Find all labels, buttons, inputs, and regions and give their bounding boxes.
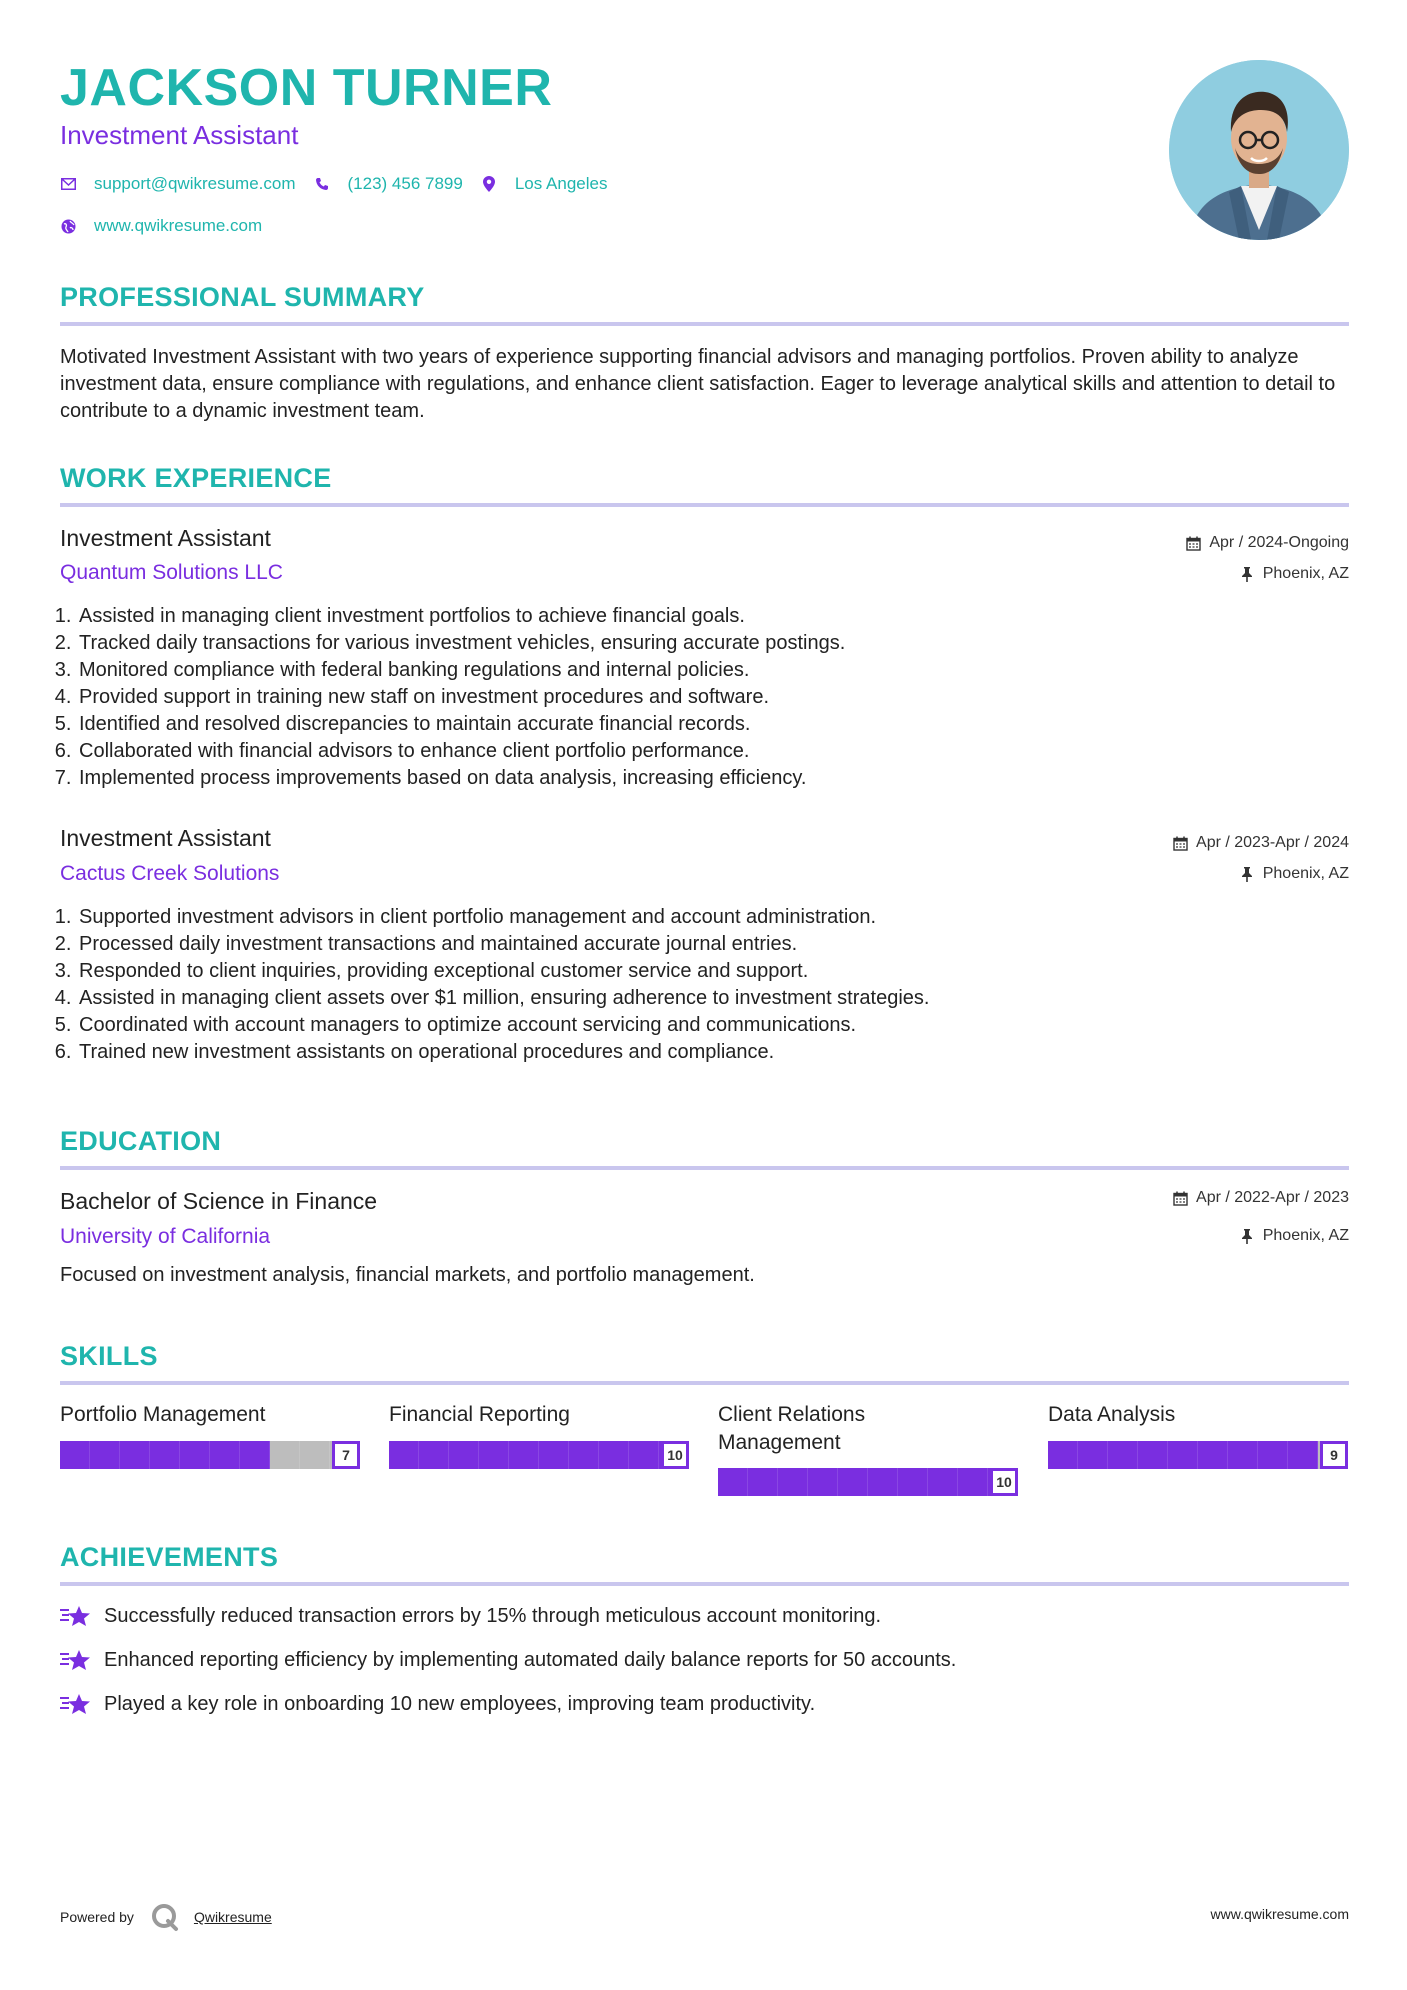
summary-heading: PROFESSIONAL SUMMARY [60,282,425,312]
skill-level-value: 9 [1320,1441,1348,1469]
job-company: Cactus Creek Solutions [60,862,280,885]
experience-heading: WORK EXPERIENCE [60,463,332,493]
job-location-text: Phoenix, AZ [1262,865,1349,882]
list-item: 5. Identified and resolved discrepancies to maintain accurate financial records. [77,711,1277,738]
website-link[interactable]: www.qwikresume.com [94,216,263,235]
job-dates-text: Apr / 2023-Apr / 2024 [1196,834,1349,851]
skill-bar-segment [629,1441,659,1469]
profile-photo [1169,60,1349,240]
skill-bar-segment [718,1468,748,1496]
candidate-role: Investment Assistant [60,120,299,150]
job-location [1239,865,1349,883]
skills-divider [60,1381,1349,1385]
star-icon [60,1692,92,1716]
skill-bar-segment [90,1441,120,1469]
skill-level-bar [389,1441,689,1469]
skill-bar-segment [479,1441,509,1469]
education-divider [60,1166,1349,1170]
skills-heading: SKILLS [60,1341,158,1371]
footer-powered-by [60,1902,272,1932]
job-bullets [55,603,1277,792]
pushpin-icon [1239,866,1255,882]
list-item: 2. Tracked daily transactions for various investment vehicles, ensuring accurate postings. [77,630,1277,657]
phone-number[interactable]: (123) 456 7899 [347,174,463,193]
education-dates-text: Apr / 2022-Apr / 2023 [1196,1189,1349,1206]
skill-bar-segment [419,1441,449,1469]
job-dates [1185,534,1349,552]
list-item: 6. Trained new investment assistants on operational procedures and compliance. [77,1039,1277,1066]
job-company: Quantum Solutions LLC [60,561,283,584]
skill-bar-segment [599,1441,629,1469]
skill-name: Financial Reporting [389,1403,570,1426]
achievements-heading: ACHIEVEMENTS [60,1542,279,1572]
list-item: 4. Assisted in managing client assets over $1 million, ensuring adherence to investment strategies. [77,985,1277,1012]
skill-bar-segment [1198,1441,1228,1469]
star-icon [60,1604,92,1628]
achievement-item [60,1604,881,1628]
calendar-icon [1172,1190,1188,1206]
achievement-item [60,1648,956,1672]
skill-name: Data Analysis [1048,1403,1176,1426]
skill-bar-segment [150,1441,180,1469]
skill-bar-segment [1138,1441,1168,1469]
skill-bar-segment [1258,1441,1288,1469]
skill-bar-segment [210,1441,240,1469]
skill-bar-segment [60,1441,90,1469]
skill-bar-segment [1108,1441,1138,1469]
job-location-text: Phoenix, AZ [1262,565,1349,582]
achievement-text: Enhanced reporting efficiency by implementing automated daily balance reports for 50 accounts. [104,1648,957,1671]
skill-level-bar [718,1468,1018,1496]
skill-bar-segment [389,1441,419,1469]
skill-bar-segment [778,1468,808,1496]
achievement-text: Successfully reduced transaction errors by 15% through meticulous account monitoring. [104,1604,882,1627]
list-item: 2. Processed daily investment transactions and maintained accurate journal entries. [77,931,1277,958]
skill-bar-segment [180,1441,210,1469]
list-item: 1. Assisted in managing client investment portfolios to achieve financial goals. [77,603,1277,630]
skill-bar-segment [569,1441,599,1469]
qwikresume-link[interactable]: Qwikresume [193,1909,272,1925]
email-link[interactable]: support@qwikresume.com [94,174,296,193]
skill-bar-segment [509,1441,539,1469]
skill-bar-segment [928,1468,958,1496]
calendar-icon [1172,835,1188,851]
pushpin-icon [1239,1228,1255,1244]
skill-level-bar [1048,1441,1348,1469]
job-title: Investment Assistant [60,525,271,551]
skill-bar-segment [838,1468,868,1496]
skill-bar-segment [539,1441,569,1469]
list-item: 7. Implemented process improvements based on data analysis, increasing efficiency. [77,765,1277,792]
summary-text: Motivated Investment Assistant with two years of experience supporting financial advisors and managing portfolios. Proven ability to analyze investment data, ensure compliance with regulations, and enhance client satisfaction. Eager to leverage analytical skills and attention to detail to contribute to a dynamic investment team. [60,346,1336,422]
contact-row [60,174,607,194]
calendar-icon [1185,535,1201,551]
education-description: Focused on investment analysis, financial markets, and portfolio management. [60,1264,755,1286]
list-item: 5. Coordinated with account managers to optimize account servicing and communications. [77,1012,1277,1039]
job-title: Investment Assistant [60,825,271,851]
job-bullets [55,904,1277,1066]
skill-bar-segment [1288,1441,1318,1469]
website-row [60,216,262,236]
list-item: 1. Supported investment advisors in client portfolio management and account administration. [77,904,1277,931]
globe-icon [60,218,76,234]
school-name: University of California [60,1225,271,1248]
education-dates [1172,1189,1349,1207]
skill-bar-segment [958,1468,988,1496]
education-heading: EDUCATION [60,1126,222,1156]
skill-level-bar [60,1441,360,1469]
skill-level-value: 10 [661,1441,689,1469]
skill-bar-segment [1048,1441,1078,1469]
skill-bar-segment [300,1441,330,1469]
degree-title: Bachelor of Science in Finance [60,1188,378,1214]
achievements-divider [60,1582,1349,1586]
powered-by-label: Powered by [60,1909,134,1925]
location-text: Los Angeles [514,174,608,193]
star-icon [60,1648,92,1672]
skill-bar-segment [1078,1441,1108,1469]
list-item: 6. Collaborated with financial advisors to enhance client portfolio performance. [77,738,1277,765]
achievement-item [60,1692,815,1716]
phone-icon [314,176,330,192]
skill-level-value: 7 [332,1441,360,1469]
skill-bar-segment [120,1441,150,1469]
list-item: 3. Responded to client inquiries, providing exceptional customer service and support. [77,958,1277,985]
skill-bar-segment [868,1468,898,1496]
pushpin-icon [1239,566,1255,582]
skill-bar-segment [1168,1441,1198,1469]
education-location [1239,1227,1349,1245]
skill-name: Client Relations Management [718,1403,866,1454]
job-dates-text: Apr / 2024-Ongoing [1209,534,1349,551]
list-item: 3. Monitored compliance with federal banking regulations and internal policies. [77,657,1277,684]
skill-name: Portfolio Management [60,1403,266,1426]
achievement-text: Played a key role in onboarding 10 new employees, improving team productivity. [104,1692,816,1715]
skill-bar-segment [449,1441,479,1469]
skill-bar-segment [748,1468,778,1496]
experience-divider [60,503,1349,507]
mail-icon [60,176,76,192]
summary-divider [60,322,1349,326]
location-pin-icon [481,176,497,192]
candidate-name: JACKSON TURNER [60,59,553,117]
education-location-text: Phoenix, AZ [1262,1227,1349,1244]
footer-website[interactable]: www.qwikresume.com [1210,1906,1349,1922]
skill-bar-segment [270,1441,300,1469]
skill-bar-segment [898,1468,928,1496]
skill-bar-segment [808,1468,838,1496]
job-dates [1172,834,1349,852]
qwikresume-logo-icon [150,1902,180,1932]
skill-level-value: 10 [990,1468,1018,1496]
list-item: 4. Provided support in training new staff on investment procedures and software. [77,684,1277,711]
job-location [1239,565,1349,583]
skill-bar-segment [240,1441,270,1469]
skill-bar-segment [1228,1441,1258,1469]
